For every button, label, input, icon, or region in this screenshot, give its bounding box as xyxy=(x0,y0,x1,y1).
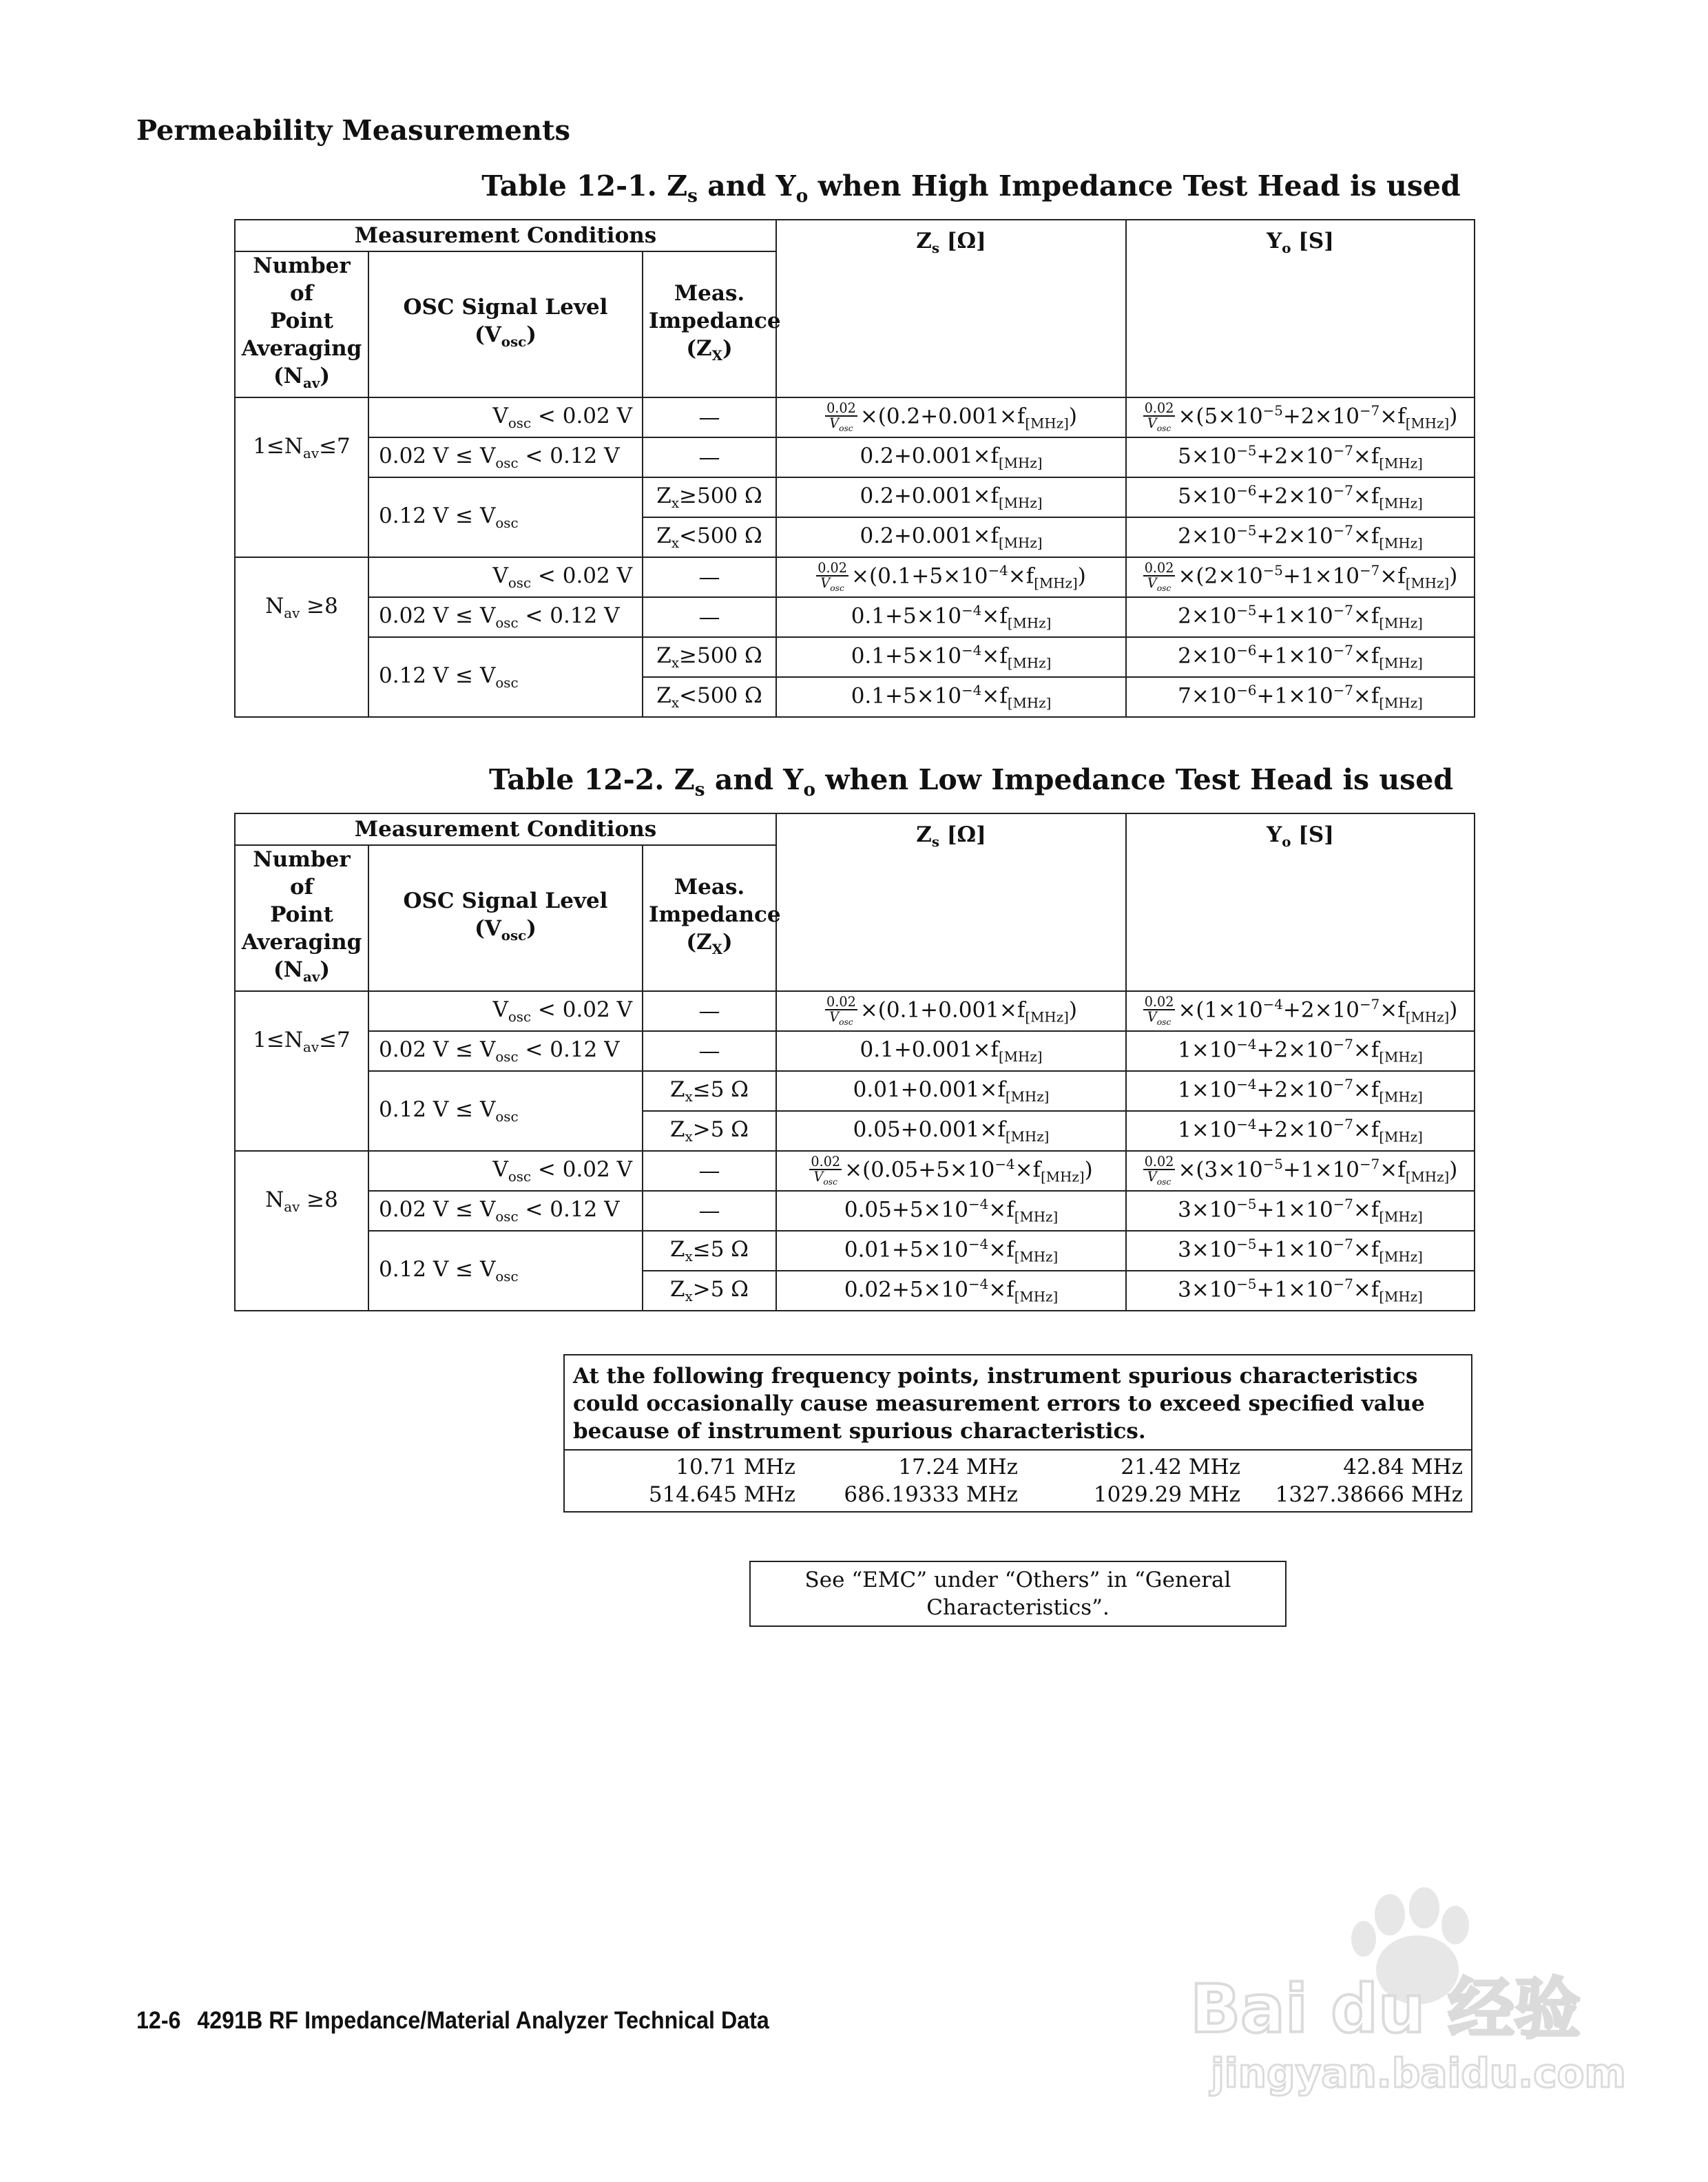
zx-cell: — xyxy=(643,1031,776,1071)
nav-cell: $1\le N_{av}\le 7$ xyxy=(235,397,368,557)
table-2-caption: Table 12-2. $Z_s$ and $Y_o$ when Low Impedance Test Head is used xyxy=(488,763,1454,801)
zx-cell: $Z_x\ge 500$ Ω xyxy=(643,477,776,517)
zx-cell: $Z_x<500$ Ω xyxy=(643,677,776,717)
spurious-note-box xyxy=(563,1354,1472,1513)
yo-cell: $\frac{0.02}{V_{osc}}$ $\times(1\times 10^{-4}+2\times 10^{-7}\times f_{[MHz]})$ xyxy=(1126,991,1475,1031)
zs-cell: $0.05+0.001\times f_{[MHz]}$ xyxy=(776,1111,1126,1151)
zs-cell: $0.1+0.001\times f_{[MHz]}$ xyxy=(776,1031,1126,1071)
zx-cell: $Z_x>5$ Ω xyxy=(643,1271,776,1311)
table-1 xyxy=(234,219,1475,718)
yo-cell: $\frac{0.02}{V_{osc}}$ $\times(3\times 10^{-5}+1\times 10^{-7}\times f_{[MHz]})$ xyxy=(1126,1151,1475,1191)
zx-cell: $Z_x>5$ Ω xyxy=(643,1111,776,1151)
zx-cell: — xyxy=(643,597,776,637)
nav-cell: $N_{av} \ge 8$ xyxy=(235,557,368,717)
zx-cell: $Z_x<500$ Ω xyxy=(643,517,776,557)
reference-line: Characteristics”. xyxy=(926,1595,1110,1620)
yo-cell: $1\times 10^{-4}+2\times 10^{-7}\times f_{[MHz]}$ xyxy=(1126,1071,1475,1111)
zx-cell: — xyxy=(643,1191,776,1231)
point-averaging-header: Number of Point Averaging $(N_{av})$ xyxy=(235,845,368,991)
page-number: 12-6 xyxy=(136,2007,181,2034)
zx-cell: $Z_x\ge 500$ Ω xyxy=(643,637,776,677)
nav-cell: $N_{av} \ge 8$ xyxy=(235,1151,368,1311)
zs-cell: $\frac{0.02}{V_{osc}}$ $\times(0.1+0.001\times f_{[MHz]})$ xyxy=(776,991,1126,1031)
table-row xyxy=(235,397,1475,437)
zx-cell: $Z_x\le 5$ Ω xyxy=(643,1231,776,1271)
osc-level-cell: 0.02 $V \le V_{osc} < 0.12$ V xyxy=(368,1031,643,1071)
point-averaging-header: Number of Point Averaging $(N_{av})$ xyxy=(235,251,368,397)
zs-cell: $0.05+5\times 10^{-4}\times f_{[MHz]}$ xyxy=(776,1191,1126,1231)
meas-impedance-header: Meas. Impedance $(Z_X)$ xyxy=(643,845,776,991)
baidu-watermark xyxy=(1183,1887,1626,2097)
yo-cell: $5\times 10^{-6}+2\times 10^{-7}\times f_{[MHz]}$ xyxy=(1126,477,1475,517)
osc-level-cell: $V_{osc} < 0.02$ V xyxy=(368,397,643,437)
zs-cell: $0.2+0.001\times f_{[MHz]}$ xyxy=(776,437,1126,477)
svg-text:jingyan.baidu.com: jingyan.baidu.com xyxy=(1211,2050,1626,2097)
table-row xyxy=(235,597,1475,637)
zx-cell: — xyxy=(643,437,776,477)
table-row xyxy=(235,1231,1475,1271)
table-row xyxy=(235,1151,1475,1191)
osc-signal-level-header: OSC Signal Level $(V_{osc})$ xyxy=(368,251,643,397)
table-row xyxy=(235,477,1475,517)
frequency-value: 514.645 MHz xyxy=(648,1482,795,1507)
osc-level-cell: 0.02 $V \le V_{osc} < 0.12$ V xyxy=(368,1191,643,1231)
spurious-note-text: At the following frequency points, instrument spurious characteristics could occasionally cause measurement errors to exceed specified value because of instrument spurious characteristics. xyxy=(565,1355,1471,1451)
osc-level-cell: 0.02 $V \le V_{osc} < 0.12$ V xyxy=(368,437,643,477)
frequency-value: 10.71 MHz xyxy=(676,1455,795,1479)
yo-cell: $1\times 10^{-4}+2\times 10^{-7}\times f_{[MHz]}$ xyxy=(1126,1111,1475,1151)
yo-cell: $2\times 10^{-6}+1\times 10^{-7}\times f_{[MHz]}$ xyxy=(1126,637,1475,677)
zs-header: $Z_s$ [Ω] xyxy=(776,813,1126,991)
document-title: 4291B RF Impedance/Material Analyzer Technical Data xyxy=(197,2007,769,2034)
osc-level-cell: 0.02 $V \le V_{osc} < 0.12$ V xyxy=(368,597,643,637)
measurement-conditions-header: Measurement Conditions xyxy=(235,220,776,251)
nav-cell: $1\le N_{av}\le 7$ xyxy=(235,991,368,1151)
zx-cell: $Z_x\le 5$ Ω xyxy=(643,1071,776,1111)
osc-level-cell: 0.12 $V \le V_{osc}$ xyxy=(368,1231,643,1311)
osc-level-cell: 0.12 $V \le V_{osc}$ xyxy=(368,477,643,557)
osc-level-cell: $V_{osc} < 0.02$ V xyxy=(368,557,643,597)
yo-header: $Y_o$ [S] xyxy=(1126,813,1475,991)
table-1-caption: Table 12-1. $Z_s$ and $Y_o$ when High Impedance Test Head is used xyxy=(481,169,1461,207)
frequency-list xyxy=(565,1451,1471,1511)
zs-cell: $0.01+5\times 10^{-4}\times f_{[MHz]}$ xyxy=(776,1231,1126,1271)
table-row xyxy=(235,1191,1475,1231)
zs-cell: $\frac{0.02}{V_{osc}}$ $\times(0.2+0.001\times f_{[MHz]})$ xyxy=(776,397,1126,437)
reference-line: See “EMC” under “Others” in “General xyxy=(804,1568,1231,1592)
zs-cell: $0.01+0.001\times f_{[MHz]}$ xyxy=(776,1071,1126,1111)
frequency-value: 17.24 MHz xyxy=(898,1455,1018,1479)
zx-cell: — xyxy=(643,397,776,437)
yo-cell: $2\times 10^{-5}+2\times 10^{-7}\times f_{[MHz]}$ xyxy=(1126,517,1475,557)
yo-cell: $3\times 10^{-5}+1\times 10^{-7}\times f_{[MHz]}$ xyxy=(1126,1191,1475,1231)
table-row xyxy=(235,1071,1475,1111)
yo-cell: $7\times 10^{-6}+1\times 10^{-7}\times f_{[MHz]}$ xyxy=(1126,677,1475,717)
osc-level-cell: $V_{osc} < 0.02$ V xyxy=(368,991,643,1031)
table-row xyxy=(235,637,1475,677)
zs-cell: $0.1+5\times 10^{-4}\times f_{[MHz]}$ xyxy=(776,597,1126,637)
frequency-value: 42.84 MHz xyxy=(1343,1455,1463,1479)
meas-impedance-header: Meas. Impedance $(Z_X)$ xyxy=(643,251,776,397)
frequency-value: 21.42 MHz xyxy=(1121,1455,1240,1479)
yo-cell: $1\times 10^{-4}+2\times 10^{-7}\times f_{[MHz]}$ xyxy=(1126,1031,1475,1071)
measurement-conditions-header: Measurement Conditions xyxy=(235,813,776,845)
zs-cell: $\frac{0.02}{V_{osc}}$ $\times(0.05+5\times 10^{-4}\times f_{[MHz]})$ xyxy=(776,1151,1126,1191)
table-2 xyxy=(234,813,1475,1311)
table-row xyxy=(235,1031,1475,1071)
zs-cell: $0.2+0.001\times f_{[MHz]}$ xyxy=(776,477,1126,517)
yo-cell: $\frac{0.02}{V_{osc}}$ $\times(2\times 10^{-5}+1\times 10^{-7}\times f_{[MHz]})$ xyxy=(1126,557,1475,597)
yo-cell: $3\times 10^{-5}+1\times 10^{-7}\times f_{[MHz]}$ xyxy=(1126,1271,1475,1311)
svg-text:Bai du 经验: Bai du 经验 xyxy=(1190,1971,1581,2048)
osc-level-cell: $V_{osc} < 0.02$ V xyxy=(368,1151,643,1191)
emc-reference-box xyxy=(749,1561,1287,1627)
table-row xyxy=(235,991,1475,1031)
frequency-value: 1327.38666 MHz xyxy=(1275,1482,1463,1507)
zs-cell: $0.1+5\times 10^{-4}\times f_{[MHz]}$ xyxy=(776,677,1126,717)
yo-cell: $5\times 10^{-5}+2\times 10^{-7}\times f_{[MHz]}$ xyxy=(1126,437,1475,477)
zx-cell: — xyxy=(643,1151,776,1191)
zs-cell: $0.2+0.001\times f_{[MHz]}$ xyxy=(776,517,1126,557)
yo-cell: $\frac{0.02}{V_{osc}}$ $\times(5\times 10^{-5}+2\times 10^{-7}\times f_{[MHz]})$ xyxy=(1126,397,1475,437)
yo-header: $Y_o$ [S] xyxy=(1126,220,1475,397)
frequency-value: 686.19333 MHz xyxy=(844,1482,1018,1507)
osc-level-cell: 0.12 $V \le V_{osc}$ xyxy=(368,637,643,717)
osc-signal-level-header: OSC Signal Level $(V_{osc})$ xyxy=(368,845,643,991)
page-footer xyxy=(136,2007,769,2035)
osc-level-cell: 0.12 $V \le V_{osc}$ xyxy=(368,1071,643,1151)
zs-cell: $0.1+5\times 10^{-4}\times f_{[MHz]}$ xyxy=(776,637,1126,677)
frequency-value: 1029.29 MHz xyxy=(1093,1482,1240,1507)
zs-cell: $\frac{0.02}{V_{osc}}$ $\times(0.1+5\times 10^{-4}\times f_{[MHz]})$ xyxy=(776,557,1126,597)
section-title: Permeability Measurements xyxy=(136,114,571,147)
zs-header: $Z_s$ [Ω] xyxy=(776,220,1126,397)
zx-cell: — xyxy=(643,557,776,597)
yo-cell: $2\times 10^{-5}+1\times 10^{-7}\times f_{[MHz]}$ xyxy=(1126,597,1475,637)
yo-cell: $3\times 10^{-5}+1\times 10^{-7}\times f_{[MHz]}$ xyxy=(1126,1231,1475,1271)
table-row xyxy=(235,437,1475,477)
table-row xyxy=(235,557,1475,597)
paw-icon xyxy=(1183,1887,1626,2097)
zx-cell: — xyxy=(643,991,776,1031)
zs-cell: $0.02+5\times 10^{-4}\times f_{[MHz]}$ xyxy=(776,1271,1126,1311)
